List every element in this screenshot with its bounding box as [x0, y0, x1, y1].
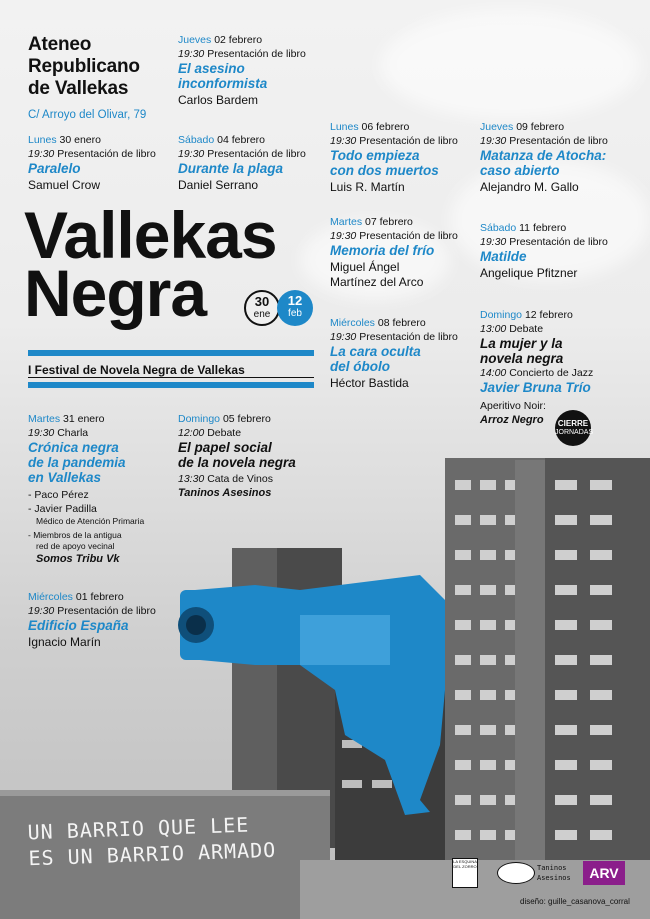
event-author: Luis R. Martín	[330, 180, 405, 194]
aperitivo-label: Aperitivo Noir:	[480, 400, 546, 412]
event-author: Daniel Serrano	[178, 178, 259, 192]
event-debate-title: La mujer y la novela negra	[480, 336, 564, 366]
event-book: Paralelo	[28, 161, 81, 176]
event-author: Miguel Ángel Martínez del Arco	[330, 260, 424, 289]
event-jueves-09: Jueves 09 febrero 19:30 Presentación de libro Matanza de Atocha: caso abierto Alejandro M. Gallo	[480, 121, 640, 195]
event-book: Durante la plaga	[178, 161, 284, 176]
event-martes-31: Martes 31 enero 19:30 Charla Crónica negra de la pandemia en Vallekas - Paco Pérez - Javier Padilla Médico de Atención Primaria - Miembros de la antigua red de apoyo vecinal Somos Tribu Vk	[28, 413, 178, 566]
venue-address: C/ Arroyo del Olivar, 79	[28, 109, 147, 121]
event-wine: Taninos Asesinos	[178, 487, 272, 499]
event-author: Alejandro M. Gallo	[480, 180, 579, 194]
divider-top	[28, 350, 314, 356]
cierre-badge: CIERRE JORNADAS	[555, 410, 591, 446]
start-date-badge: 30 ene	[244, 290, 280, 326]
aperitivo-name: Arroz Negro	[480, 414, 544, 426]
event-lunes-06: Lunes 06 febrero 19:30 Presentación de libro Todo empieza con dos muertos Luis R. Martín	[330, 121, 480, 195]
event-book: Memoria del frío	[330, 243, 435, 258]
festival-subtitle: I Festival de Novela Negra de Vallekas	[28, 363, 245, 377]
event-domingo-12: Domingo 12 febrero 13:00 Debate La mujer y la novela negra 14:00 Concierto de Jazz Javier Bruna Trío Aperitivo Noir: Arroz Negro	[480, 309, 640, 427]
event-book: La cara oculta del óbolo	[330, 344, 421, 374]
event-miercoles-08: Miércoles 08 febrero 19:30 Presentación de libro La cara oculta del óbolo Héctor Bastida	[330, 317, 480, 391]
event-author: Angelique Pfitzner	[480, 266, 578, 280]
logo-taninos-icon	[497, 862, 535, 884]
event-jueves-02: Jueves 02 febrero 19:30 Presentación de libro El asesino inconformista Carlos Bardem	[178, 34, 328, 108]
event-book: Matanza de Atocha: caso abierto	[480, 148, 607, 178]
designer-credit: diseño: guille_casanova_corral	[520, 897, 630, 906]
divider-bottom	[28, 382, 314, 388]
festival-title: Vallekas Negra	[24, 198, 277, 330]
event-talk-title: Crónica negra de la pandemia en Vallekas	[28, 440, 126, 485]
event-book: Edificio España	[28, 618, 129, 633]
venue-name: Ateneo Republicano de Vallekas	[28, 34, 140, 99]
logo-arv: ARV	[583, 861, 625, 885]
event-book: Matilde	[480, 249, 527, 264]
event-author: Ignacio Marín	[28, 635, 101, 649]
event-band: Javier Bruna Trío	[480, 380, 591, 395]
logo-taninos-text: Taninos Asesinos	[537, 864, 571, 882]
event-author: Héctor Bastida	[330, 376, 409, 390]
event-book: Todo empieza con dos muertos	[330, 148, 439, 178]
event-miercoles-01: Miércoles 01 febrero 19:30 Presentación de libro Edificio España Ignacio Marín	[28, 591, 178, 650]
end-date-badge: 12 feb	[277, 290, 313, 326]
event-martes-07: Martes 07 febrero 19:30 Presentación de libro Memoria del frío Miguel Ángel Martínez del Arco	[330, 216, 480, 290]
event-author: Carlos Bardem	[178, 93, 259, 107]
event-lunes-30: Lunes 30 enero 19:30 Presentación de libro Paralelo Samuel Crow	[28, 134, 178, 193]
event-domingo-05: Domingo 05 febrero 12:00 Debate El papel social de la novela negra 13:30 Cata de Vinos Taninos Asesinos	[178, 413, 338, 500]
event-debate-title: El papel social de la novela negra	[178, 440, 296, 470]
logo-esquina-zorro: LA ESQUINA DEL ZORRO	[452, 858, 478, 888]
event-sabado-11: Sábado 11 febrero 19:30 Presentación de libro Matilde Angelique Pfitzner	[480, 222, 640, 281]
event-book: El asesino inconformista	[178, 61, 268, 91]
graffiti-text: UN BARRIO QUE LEE ES UN BARRIO ARMADO	[27, 812, 277, 871]
event-sabado-04: Sábado 04 febrero 19:30 Presentación de libro Durante la plaga Daniel Serrano	[178, 134, 328, 193]
divider-thin	[28, 377, 314, 378]
event-author: Samuel Crow	[28, 178, 101, 192]
